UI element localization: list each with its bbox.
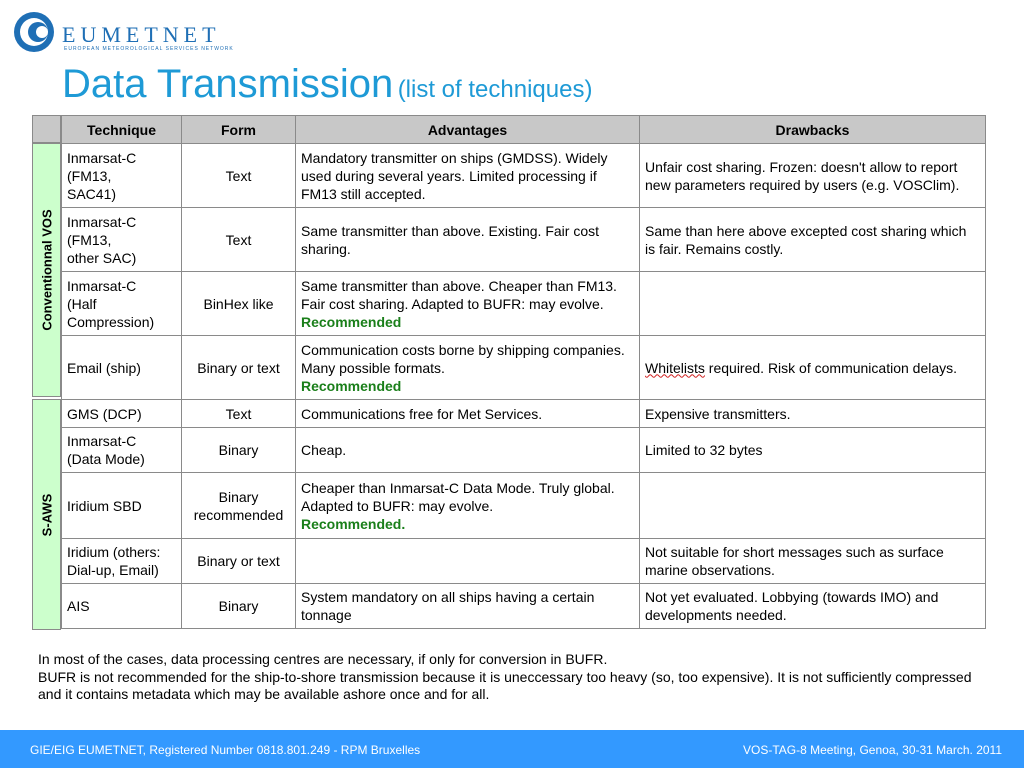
- table-row: [62, 272, 986, 336]
- cell-technique: [62, 539, 182, 584]
- table-row: [62, 336, 986, 400]
- header-form: Form: [182, 116, 296, 144]
- table-row: [62, 400, 986, 428]
- cell-advantages: Cheap.: [296, 428, 640, 473]
- recommended-label: Recommended: [301, 313, 402, 330]
- cell-drawbacks: [640, 272, 986, 336]
- recommended-label: Recommended: [301, 377, 402, 394]
- eumetnet-logo-icon: [12, 10, 56, 54]
- page-title: [62, 62, 592, 107]
- form-text: BinHex like: [203, 295, 274, 312]
- cell-advantages: Communications free for Met Services.: [296, 400, 640, 428]
- header-drawbacks: Drawbacks: [640, 116, 986, 144]
- technique-text: Iridium (others: Dial-up, Email): [67, 544, 161, 578]
- cell-technique: [62, 400, 182, 428]
- cell-advantages: Mandatory transmitter on ships (GMDSS). Widely used during several years. Limited processing if FM13 still accepted.: [296, 144, 640, 208]
- form-text: Binary or text: [197, 553, 280, 569]
- notes: [38, 651, 988, 704]
- cell-advantages: System mandatory on all ships having a certain tonnage: [296, 584, 640, 629]
- cell-advantages: [296, 539, 640, 584]
- footer-left: GIE/EIG EUMETNET, Registered Number 0818.801.249 - RPM Bruxelles: [30, 743, 421, 757]
- form-text: Text: [225, 167, 252, 184]
- logo-tagline: EUROPEAN METEOROLOGICAL SERVICES NETWORK: [64, 46, 234, 52]
- form-text: Text: [225, 231, 252, 248]
- title-sub: (list of techniques): [397, 76, 593, 103]
- header-advantages: Advantages: [296, 116, 640, 144]
- note-line: BUFR is not recommended for the ship-to-shore transmission because it is uneccessary too heavy (so, too expensive). It is not sufficiently compressed and it contains metadata which may be available ashore once and for all.: [38, 668, 972, 702]
- table-row: [62, 473, 986, 539]
- form-text: Binary recommended: [193, 488, 284, 523]
- cell-drawbacks: Not suitable for short messages such as surface marine observations.: [640, 539, 986, 584]
- cell-advantages: [296, 272, 640, 336]
- recommended-label: Recommended.: [301, 515, 406, 532]
- cell-technique: [62, 336, 182, 400]
- drawbacks-text: required. Risk of communication delays.: [704, 359, 958, 376]
- cell-drawbacks: Same than here above excepted cost sharing which is fair. Remains costly.: [640, 208, 986, 272]
- cell-technique: [62, 144, 182, 208]
- table-row: [62, 428, 986, 473]
- cell-form: [182, 208, 296, 272]
- technique-text: Iridium SBD: [67, 497, 142, 514]
- form-text: Binary: [218, 442, 259, 458]
- cell-form: [182, 336, 296, 400]
- advantages-text: Same transmitter than above. Cheaper than FM13. Fair cost sharing. Adapted to BUFR: may evolve.: [301, 277, 617, 312]
- form-text: Binary: [218, 598, 259, 614]
- technique-text: Inmarsat-C (FM13, SAC41): [67, 149, 137, 202]
- cell-advantages: [296, 473, 640, 539]
- technique-text: Email (ship): [67, 359, 141, 376]
- cell-technique: [62, 473, 182, 539]
- cell-technique: [62, 428, 182, 473]
- cell-drawbacks: [640, 336, 986, 400]
- group-label-conventional: Conventionnal VOS: [39, 209, 54, 331]
- cell-form: [182, 144, 296, 208]
- note-line: In most of the cases, data processing centres are necessary, if only for conversion in BUFR.: [38, 651, 608, 667]
- table-row: [62, 144, 986, 208]
- cell-form: [182, 400, 296, 428]
- cell-technique: [62, 584, 182, 629]
- cell-technique: [62, 272, 182, 336]
- cell-form: [182, 473, 296, 539]
- group-s-aws: [32, 399, 61, 630]
- logo-name: EUMETNET: [62, 22, 221, 47]
- cell-form: [182, 584, 296, 629]
- cell-drawbacks: Limited to 32 bytes: [640, 428, 986, 473]
- form-text: Binary or text: [197, 359, 280, 376]
- group-conventional-vos: [32, 143, 61, 397]
- cell-advantages: [296, 336, 640, 400]
- technique-text: GMS (DCP): [67, 405, 142, 422]
- technique-text: Inmarsat-C (Half Compression): [67, 277, 155, 330]
- title-main: Data Transmission: [62, 62, 394, 106]
- cell-drawbacks: Expensive transmitters.: [640, 400, 986, 428]
- group-label-saws: S-AWS: [39, 493, 54, 536]
- group-header-cell: [32, 115, 61, 143]
- table-row: [62, 208, 986, 272]
- header-technique: Technique: [62, 116, 182, 144]
- technique-text: Inmarsat-C (Data Mode): [67, 433, 145, 467]
- advantages-text: Communication costs borne by shipping companies. Many possible formats.: [301, 341, 625, 376]
- table-row: [62, 539, 986, 584]
- whitelists-word: Whitelists: [645, 359, 705, 376]
- cell-form: [182, 272, 296, 336]
- advantages-text: Cheaper than Inmarsat-C Data Mode. Truly global. Adapted to BUFR: may evolve.: [301, 479, 615, 514]
- technique-text: Inmarsat-C (FM13, other SAC): [67, 213, 137, 266]
- technique-text: AIS: [67, 598, 90, 614]
- eumetnet-logo: [10, 8, 234, 56]
- cell-form: [182, 539, 296, 584]
- table-row: [62, 584, 986, 629]
- cell-drawbacks: Unfair cost sharing. Frozen: doesn't allow to report new parameters required by users (e.g. VOSClim).: [640, 144, 986, 208]
- cell-form: [182, 428, 296, 473]
- techniques-table: [61, 115, 986, 629]
- cell-advantages: Same transmitter than above. Existing. Fair cost sharing.: [296, 208, 640, 272]
- table-header-row: [62, 116, 986, 144]
- cell-technique: [62, 208, 182, 272]
- footer-bar: [0, 730, 1024, 768]
- cell-drawbacks: [640, 473, 986, 539]
- footer-right: VOS-TAG-8 Meeting, Genoa, 30-31 March. 2011: [742, 743, 1002, 757]
- form-text: Text: [225, 405, 252, 422]
- cell-drawbacks: Not yet evaluated. Lobbying (towards IMO) and developments needed.: [640, 584, 986, 629]
